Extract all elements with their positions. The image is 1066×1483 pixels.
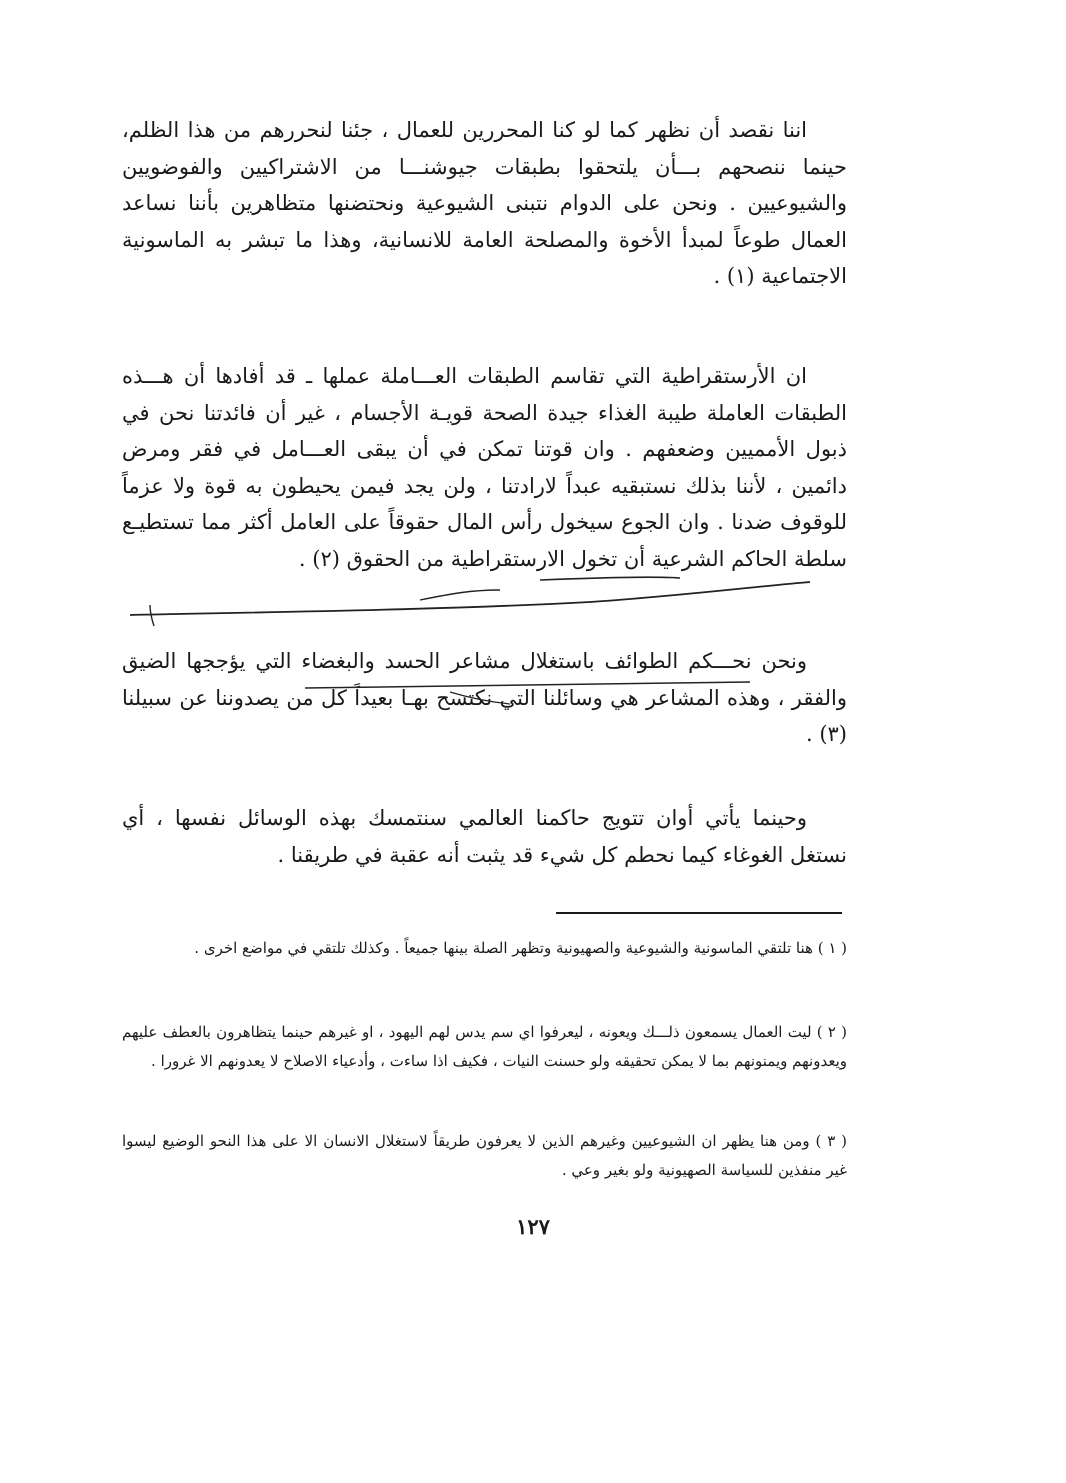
body-paragraph-1: اننا نقصد أن نظهر كما لو كنا المحررين للعمال ، جئنا لنحررهم من هذا الظلم، حينما ننصحهم بـــأن يلتحقوا بطبقات جيوشنـــا من الاشتراكيين والفوضويين والشيوعيين . ونحن على الدوام نتبنى الشيوعية ونحتضنها متظاهرين بأننا نساعد العمال طوعاً لمبدأ الأخوة والمصلحة العامة للانسانية، وهذا ما تبشر به الماسونية الاجتماعية (١) . bbox=[122, 118, 847, 288]
footnote-block-3 bbox=[122, 1127, 847, 1185]
body-paragraph-2: ان الأرستقراطية التي تقاسم الطبقات العـــاملة عملها ـ قد أفادها أن هـــذه الطبقات العاملة طيبة الغذاء جيدة الصحة قويـة الأجسام ، غير أن فائدتنا نحن في ذبول الأمميين وضعفهم . وان قوتنا تمكن في أن يبقى العـــامل في فقر ومرض دائمين ، لأننا بذلك نستبقيه عبداً لارادتنا ، ولن يجد فيمن يحيطون به قوة ولا عزماً للوقوف ضدنا . وان الجوع سيخول رأس المال حقوقاً على العامل أكثر مما تستطيـع سلطة الحاكم الشرعية أن تخول الارستقراطية من الحقوق (٢) . bbox=[122, 364, 847, 571]
body-paragraph-4: وحينما يأتي أوان تتويج حاكمنا العالمي سنتمسك بهذه الوسائل نفسها ، أي نستغل الغوغاء كيما نحطم كل شيء قد يثبت أنه عقبة في طريقنا . bbox=[122, 806, 847, 867]
main-text-block-1 bbox=[122, 112, 847, 295]
footnote-1: ( ١ ) هنا تلتقي الماسونية والشيوعية والصهيونية وتظهر الصلة بينها جميعاً . وكذلك تلتقي في مواضع اخرى . bbox=[194, 939, 847, 957]
main-text-block-3 bbox=[122, 643, 847, 753]
footnote-block-1 bbox=[122, 934, 847, 963]
main-text-block-2 bbox=[122, 358, 847, 577]
footnote-block-2 bbox=[122, 1018, 847, 1076]
body-paragraph-3: ونحن نحـــكم الطوائف باستغلال مشاعر الحسد والبغضاء التي يؤججها الضيق والفقر ، وهذه المشاعر هي وسائلنا التي نكتسح بهـا بعيداً كل من يصدوننا عن سبيلنا (٣) . bbox=[122, 649, 847, 746]
footnote-3: ( ٣ ) ومن هنا يظهر ان الشيوعيين وغيرهم الذين لا يعرفون طريقاً لاستغلال الانسان الا على هذا النحو الوضيع ليسوا غير منفذين للسياسة الصهيونية ولو بغير وعي . bbox=[122, 1132, 847, 1179]
main-text-block-4 bbox=[122, 800, 847, 873]
page-number: ١٢٧ bbox=[516, 1214, 550, 1239]
footnote-2: ( ٢ ) ليت العمال يسمعون ذلـــك ويعونه ، ليعرفوا اي سم يدس لهم اليهود ، او غيرهم حينما يتظاهرون بالعطف عليهم ويعدونهم ويمنونهم بما لا يمكن تحقيقه ولو حسنت النيات ، فكيف اذا ساءت ، وأدعياء الاصلاح لا يعدونهم الا غرورا . bbox=[122, 1023, 847, 1070]
footnote-separator bbox=[556, 912, 842, 914]
